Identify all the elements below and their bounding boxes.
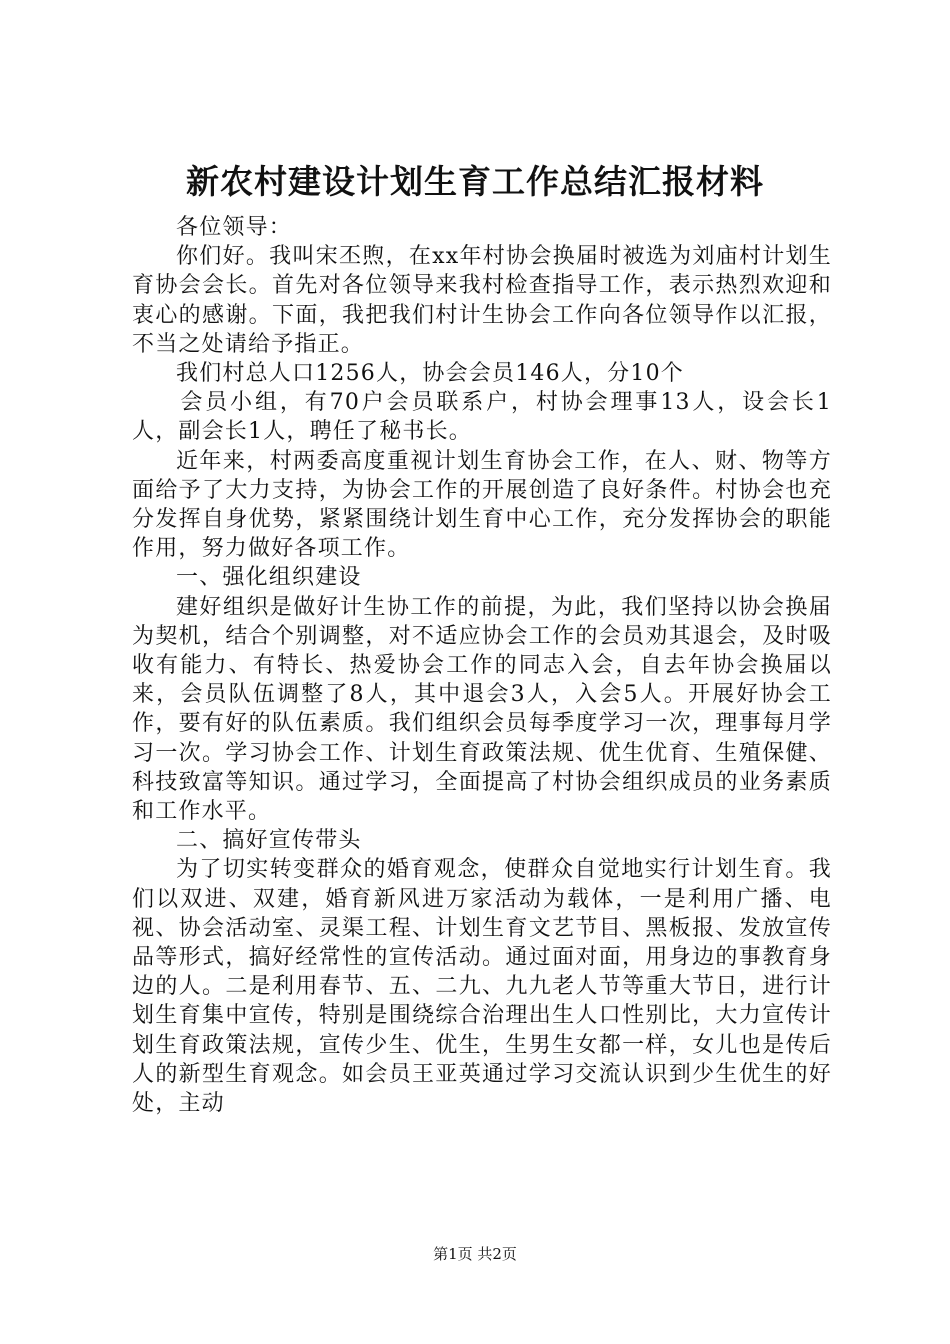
salutation: 各位领导：	[176, 215, 293, 240]
paragraph-groups: 会员小组，有70户会员联系户，村协会理事13人，设会长1人，副会长1人，聘任了秘书长。	[132, 390, 832, 445]
paragraph-support: 近年来，村两委高度重视计划生育协会工作，在人、财、物等方面给予了大力支持，为协会工作的开展创造了良好条件。村协会也充分发挥自身优势，紧紧围绕计划生育中心工作，充分发挥协会的职能作用，努力做好各项工作。	[132, 448, 832, 562]
paragraph-organization: 建好组织是做好计生协工作的前提，为此，我们坚持以协会换届为契机，结合个别调整，对不适应协会工作的会员劝其退会，及时吸收有能力、有特长、热爱协会工作的同志入会，自去年协会换届以来，会员队伍调整了8人，其中退会3人，入会5人。开展好协会工作，要有好的队伍素质。我们组织会员每季度学习一次，理事每月学习一次。学习协会工作、计划生育政策法规、优生优育、生殖保健、科技致富等知识。通过学习，全面提高了村协会组织成员的业务素质和工作水平。	[132, 594, 832, 825]
document-title: 新农村建设计划生育工作总结汇报材料	[186, 162, 764, 201]
section-heading-publicity: 二、搞好宣传带头	[176, 828, 362, 854]
document-body	[132, 213, 832, 1118]
section-heading-organization: 一、强化组织建设	[176, 565, 362, 591]
paragraph-population: 我们村总人口1256人，协会会员146人，分10个	[176, 361, 684, 387]
paragraph-publicity: 为了切实转变群众的婚育观念，使群众自觉地实行计划生育。我们以双进、双建，婚育新风进万家活动为载体，一是利用广播、电视、协会活动室、灵渠工程、计划生育文艺节目、黑板报、发放宣传品等形式，搞好经常性的宣传活动。通过面对面，用身边的事教育身边的人。二是利用春节、五、二九、九九老人节等重大节日，进行计划生育集中宣传，特别是围绕综合治理出生人口性别比，大力宣传计划生育政策法规，宣传少生、优生，生男生女都一样，女儿也是传后人的新型生育观念。如会员王亚英通过学习交流认识到少生优生的好处，主动	[132, 857, 832, 1117]
paragraph-intro: 你们好。我叫宋丕煦，在xx年村协会换届时被选为刘庙村计划生育协会会长。首先对各位领导来我村检查指导工作，表示热烈欢迎和衷心的感谢。下面，我把我们村计生协会工作向各位领导作以汇报，不当之处请给予指正。	[132, 244, 832, 357]
page-number: 第1页 共2页	[433, 1245, 517, 1263]
